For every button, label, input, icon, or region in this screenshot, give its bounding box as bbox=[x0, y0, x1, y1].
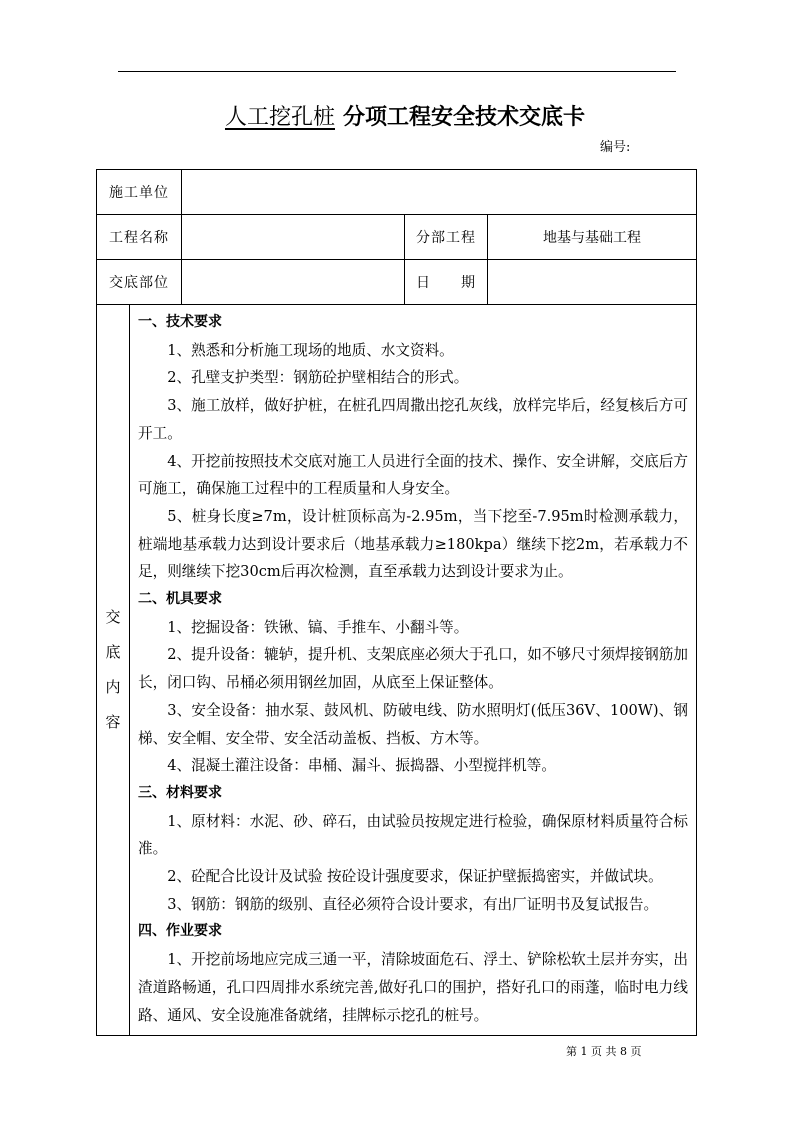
section-heading: 四、作业要求 bbox=[138, 923, 222, 940]
serial-number-label: 编号: bbox=[600, 140, 631, 155]
sub-project-field[interactable]: 地基与基础工程 bbox=[488, 215, 697, 260]
section-item: 4、开挖前按照技术交底对施工人员进行全面的技术、操作、安全讲解，交底后方可施工，确保施工过程中的工程质量和人身安全。 bbox=[138, 452, 689, 498]
section-item: 3、钢筋：钢筋的级别、直径必须符合设计要求，有出厂证明书及复试报告。 bbox=[167, 895, 659, 913]
date-label: 日 期 bbox=[405, 260, 488, 305]
project-name-field[interactable] bbox=[182, 215, 405, 260]
content-side-label bbox=[97, 305, 130, 1036]
section-heading: 三、材料要求 bbox=[138, 784, 222, 801]
side-char: 内 bbox=[105, 678, 121, 697]
section-item: 1、开挖前场地应完成三通一平，清除坡面危石、浮土、铲除松软土层并夯实，出渣道路畅通，孔口四周排水系统完善,做好孔口的围护，搭好孔口的雨蓬，临时电力线路、通风、安全设施准备就绪，挂牌标示挖孔的桩号。 bbox=[138, 951, 689, 1024]
side-char: 底 bbox=[105, 643, 121, 662]
title-main: 分项工程安全技术交底卡 bbox=[343, 105, 586, 130]
section-item: 1、熟悉和分析施工现场的地质、水文资料。 bbox=[167, 341, 454, 359]
project-name-label: 工程名称 bbox=[97, 215, 182, 260]
side-char: 容 bbox=[105, 713, 121, 732]
section-item: 5、桩身长度≥7m，设计桩顶标高为-2.95m，当下挖至-7.95m时检测承载力，桩端地基承载力达到设计要求后（地基承载力≥180kpa）继续下挖2m，若承载力不足，则继续下挖30cm后再次检测，直至承载力达到设计要求为止。 bbox=[138, 507, 689, 581]
section-item: 2、砼配合比设计及试验 按砼设计强度要求，保证护壁振捣密实，并做试块。 bbox=[167, 868, 663, 886]
section-item: 3、安全设备：抽水泵、鼓风机、防破电线、防水照明灯(低压36V、100W)、钢梯、安全帽、安全带、安全活动盖板、挡板、方木等。 bbox=[138, 701, 689, 747]
side-char: 交 bbox=[105, 608, 121, 627]
location-field[interactable] bbox=[182, 260, 405, 305]
section-item: 2、提升设备：辘轳，提升机、支架底座必须大于孔口，如不够尺寸须焊接钢筋加长，闭口钩、吊桶必须用钢丝加固，从底至上保证整体。 bbox=[138, 646, 689, 692]
page-number: 第 1 页 共 8 页 bbox=[566, 1045, 642, 1058]
construction-unit-label: 施工单位 bbox=[97, 170, 182, 215]
sub-project-label: 分部工程 bbox=[405, 215, 488, 260]
title-prefix: 人工挖孔桩 bbox=[224, 105, 335, 130]
row-location bbox=[97, 260, 697, 305]
row-content bbox=[97, 305, 697, 1036]
date-field[interactable] bbox=[488, 260, 697, 305]
page-title bbox=[0, 100, 794, 131]
location-label: 交底部位 bbox=[97, 260, 182, 305]
section-item: 1、原材料：水泥、砂、碎石，由试验员按规定进行检验，确保原材料质量符合标准。 bbox=[138, 812, 689, 858]
construction-unit-field[interactable] bbox=[182, 170, 697, 215]
safety-briefing-table bbox=[96, 169, 697, 1036]
section-item: 3、施工放样，做好护桩，在桩孔四周撒出挖孔灰线，放样完毕后，经复核后方可开工。 bbox=[138, 397, 689, 442]
section-heading: 一、技术要求 bbox=[138, 314, 222, 330]
row-construction-unit bbox=[97, 170, 697, 215]
row-project-name bbox=[97, 215, 697, 260]
section-item: 2、孔壁支护类型：钢筋砼护壁相结合的形式。 bbox=[167, 369, 469, 387]
section-item: 1、挖掘设备：铁锹、镐、手推车、小翻斗等。 bbox=[167, 618, 469, 636]
section-item: 4、混凝土灌注设备：串桶、漏斗、振捣器、小型搅拌机等。 bbox=[167, 757, 556, 775]
header-rule bbox=[118, 71, 676, 72]
briefing-content bbox=[130, 305, 697, 1036]
section-heading: 二、机具要求 bbox=[138, 591, 222, 608]
